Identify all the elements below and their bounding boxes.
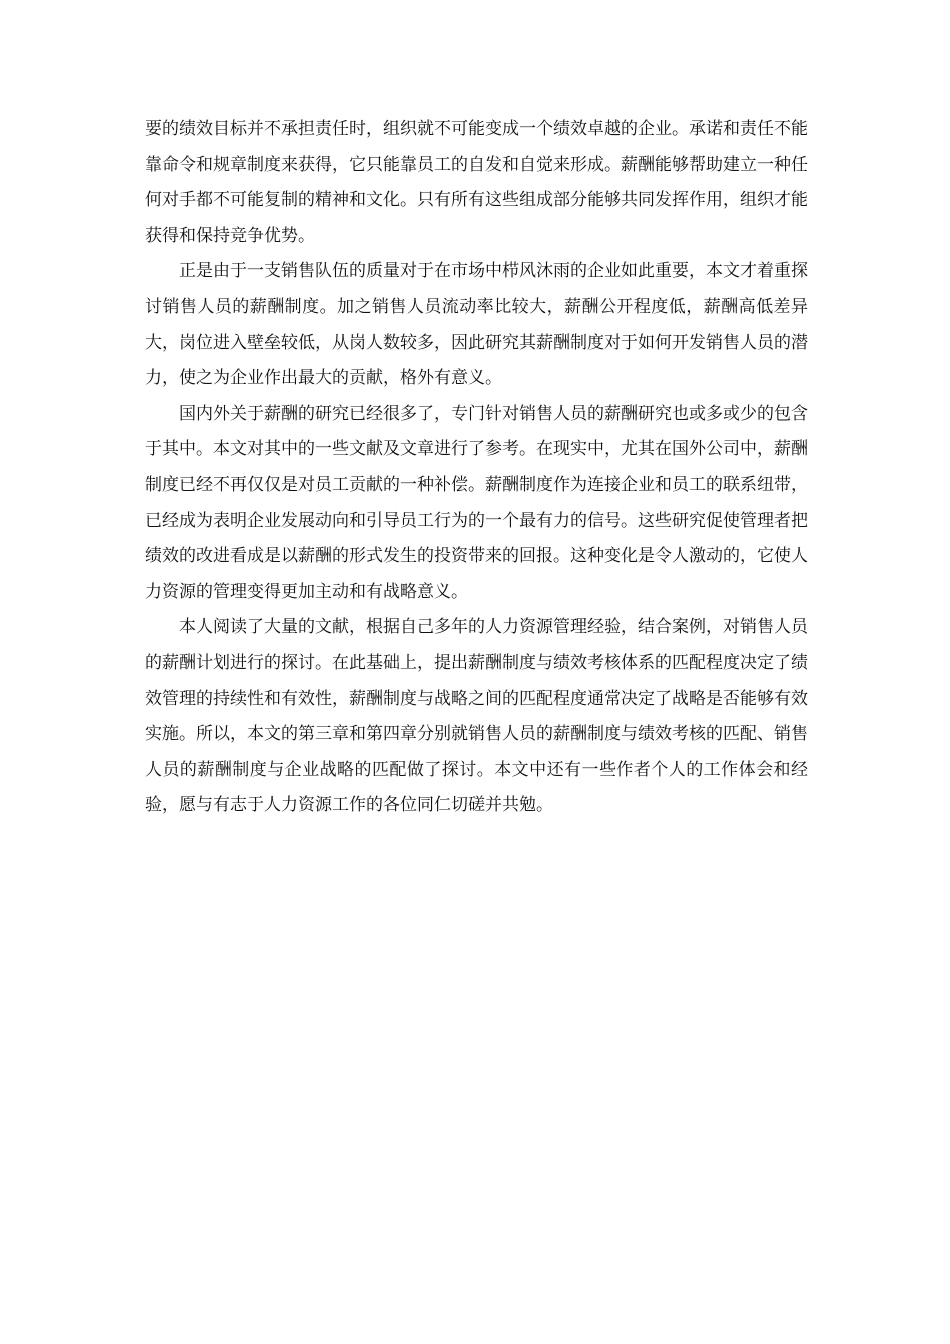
paragraph-3: 国内外关于薪酬的研究已经很多了，专门针对销售人员的薪酬研究也或多或少的包含于其中。本文对其中的一些文献及文章进行了参考。在现实中，尤其在国外公司中，薪酬制度已经不再仅仅是对员工贡献的一种补偿。薪酬制度作为连接企业和员工的联系纽带，已经成为表明企业发展动向和引导员工行为的一个最有力的信号。这些研究促使管理者把绩效的改进看成是以薪酬的形式发生的投资带来的回报。这种变化是令人激动的，它使人力资源的管理变得更加主动和有战略意义。 [145, 403, 808, 602]
paragraph-2: 正是由于一支销售队伍的质量对于在市场中栉风沐雨的企业如此重要，本文才着重探讨销售人员的薪酬制度。加之销售人员流动率比较大，薪酬公开程度低，薪酬高低差异大，岗位进入壁垒较低，从岗人数较多，因此研究其薪酬制度对于如何开发销售人员的潜力，使之为企业作出最大的贡献，格外有意义。 [145, 261, 808, 389]
document-body [145, 112, 808, 824]
paragraph-4: 本人阅读了大量的文献，根据自己多年的人力资源管理经验，结合案例，对销售人员的薪酬计划进行的探讨。在此基础上，提出薪酬制度与绩效考核体系的匹配程度决定了绩效管理的持续性和有效性，薪酬制度与战略之间的匹配程度通常决定了战略是否能够有效实施。所以，本文的第三章和第四章分别就销售人员的薪酬制度与绩效考核的匹配、销售人员的薪酬制度与企业战略的匹配做了探讨。本文中还有一些作者个人的工作体会和经验，愿与有志于人力资源工作的各位同仁切磋并共勉。 [145, 617, 808, 816]
paragraph-1: 要的绩效目标并不承担责任时，组织就不可能变成一个绩效卓越的企业。承诺和责任不能靠命令和规章制度来获得，它只能靠员工的自发和自觉来形成。薪酬能够帮助建立一种任何对手都不可能复制的精神和文化。只有所有这些组成部分能够共同发挥作用，组织才能获得和保持竞争优势。 [145, 119, 808, 246]
